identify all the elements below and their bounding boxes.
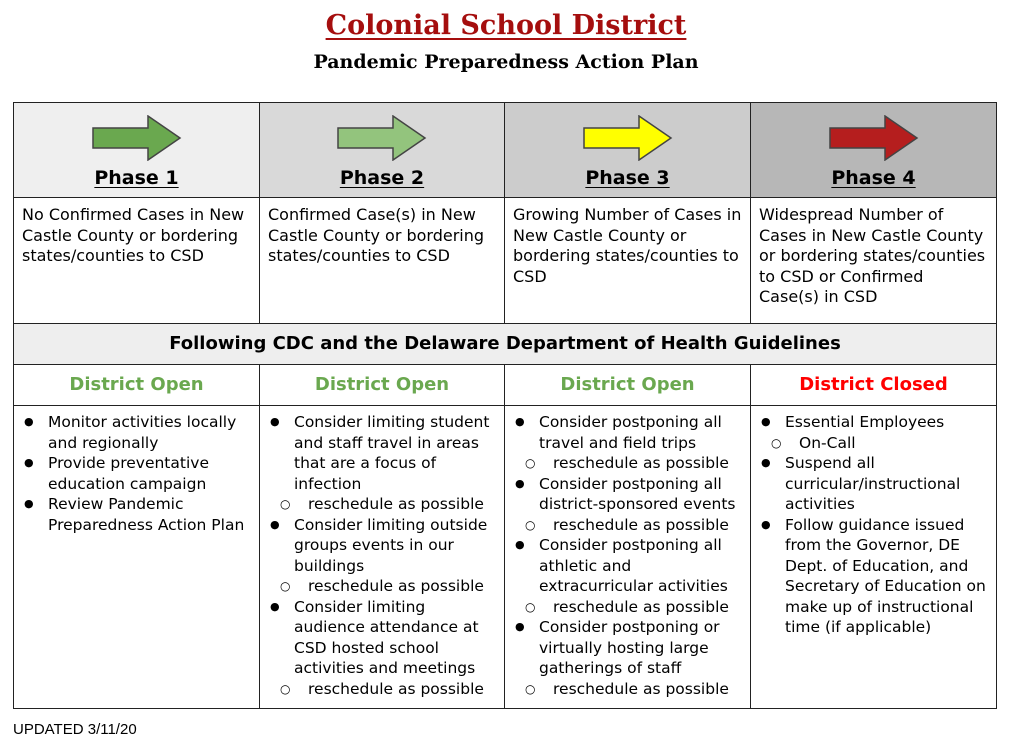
document-title: Colonial School District [325, 10, 687, 41]
action-item: ● Consider limiting audience attendance at CSD hosted school activities and meetings [266, 597, 500, 679]
action-list [266, 412, 500, 699]
arrow-shape [93, 116, 180, 160]
district-status: District Open [505, 365, 751, 406]
district-status: District Open [14, 365, 260, 406]
phase-2-header [260, 103, 505, 198]
action-item: ● Follow guidance issued from the Governor, DE Dept. of Education, and Secretary of Education on make up of instructional time (if applicable) [757, 515, 992, 638]
action-list [757, 412, 992, 638]
status-row [14, 365, 997, 406]
district-status: District Open [260, 365, 505, 406]
action-item: ● Suspend all curricular/instructional activities [757, 453, 992, 515]
right-arrow-icon [337, 115, 427, 161]
action-item: ● Consider limiting outside groups events in our buildings [266, 515, 500, 577]
phase-description: No Confirmed Cases in New Castle County or bordering states/counties to CSD [14, 198, 260, 324]
action-item: ● Consider postponing all district-sponsored events [511, 474, 746, 515]
phase-3-header [505, 103, 751, 198]
action-item: ● Essential Employees [757, 412, 992, 433]
action-subitem: ○ reschedule as possible [511, 679, 746, 700]
phase-4-header [751, 103, 997, 198]
phase-1-header [14, 103, 260, 198]
right-arrow-icon [92, 115, 182, 161]
action-plan-table [13, 102, 997, 709]
phase-actions [751, 406, 997, 709]
action-subitem: ○ reschedule as possible [266, 679, 500, 700]
arrow-shape [338, 116, 425, 160]
action-item: ● Consider postponing all travel and field trips [511, 412, 746, 453]
right-arrow-icon [829, 115, 919, 161]
action-subitem: ○ reschedule as possible [511, 515, 746, 536]
action-item: ● Consider postponing all athletic and extracurricular activities [511, 535, 746, 597]
phase-label: Phase 1 [94, 167, 179, 189]
action-item: ● Consider limiting student and staff travel in areas that are a focus of infection [266, 412, 500, 494]
action-subitem: ○ reschedule as possible [266, 494, 500, 515]
phase-label: Phase 4 [831, 167, 916, 189]
phase-actions [260, 406, 505, 709]
phase-description: Confirmed Case(s) in New Castle County or bordering states/counties to CSD [260, 198, 505, 324]
right-arrow-icon [583, 115, 673, 161]
action-subitem: ○ reschedule as possible [511, 597, 746, 618]
arrow-shape [584, 116, 671, 160]
phase-description: Growing Number of Cases in New Castle County or bordering states/counties to CSD [505, 198, 751, 324]
arrow-shape [830, 116, 917, 160]
phase-label: Phase 2 [339, 167, 425, 189]
guideline-row [14, 324, 997, 365]
action-item: ● Review Pandemic Preparedness Action Plan [20, 494, 255, 535]
phase-label: Phase 3 [585, 167, 670, 189]
guideline-banner: Following CDC and the Delaware Department of Health Guidelines [14, 324, 997, 365]
description-row [14, 198, 997, 324]
updated-date: UPDATED 3/11/20 [13, 721, 137, 738]
phase-header-row [14, 103, 997, 198]
action-list [511, 412, 746, 699]
action-list [20, 412, 255, 535]
actions-row [14, 406, 997, 709]
action-item: ● Monitor activities locally and regionally [20, 412, 255, 453]
action-subitem: ○ reschedule as possible [266, 576, 500, 597]
action-item: ● Provide preventative education campaign [20, 453, 255, 494]
action-subitem: ○ reschedule as possible [511, 453, 746, 474]
phase-actions [505, 406, 751, 709]
phase-actions [14, 406, 260, 709]
district-status: District Closed [751, 365, 997, 406]
action-subitem: ○ On-Call [757, 433, 992, 454]
phase-description: Widespread Number of Cases in New Castle County or bordering states/counties to CSD or Confirmed Case(s) in CSD [751, 198, 997, 324]
document-subtitle: Pandemic Preparedness Action Plan [313, 51, 699, 73]
action-item: ● Consider postponing or virtually hosting large gatherings of staff [511, 617, 746, 679]
